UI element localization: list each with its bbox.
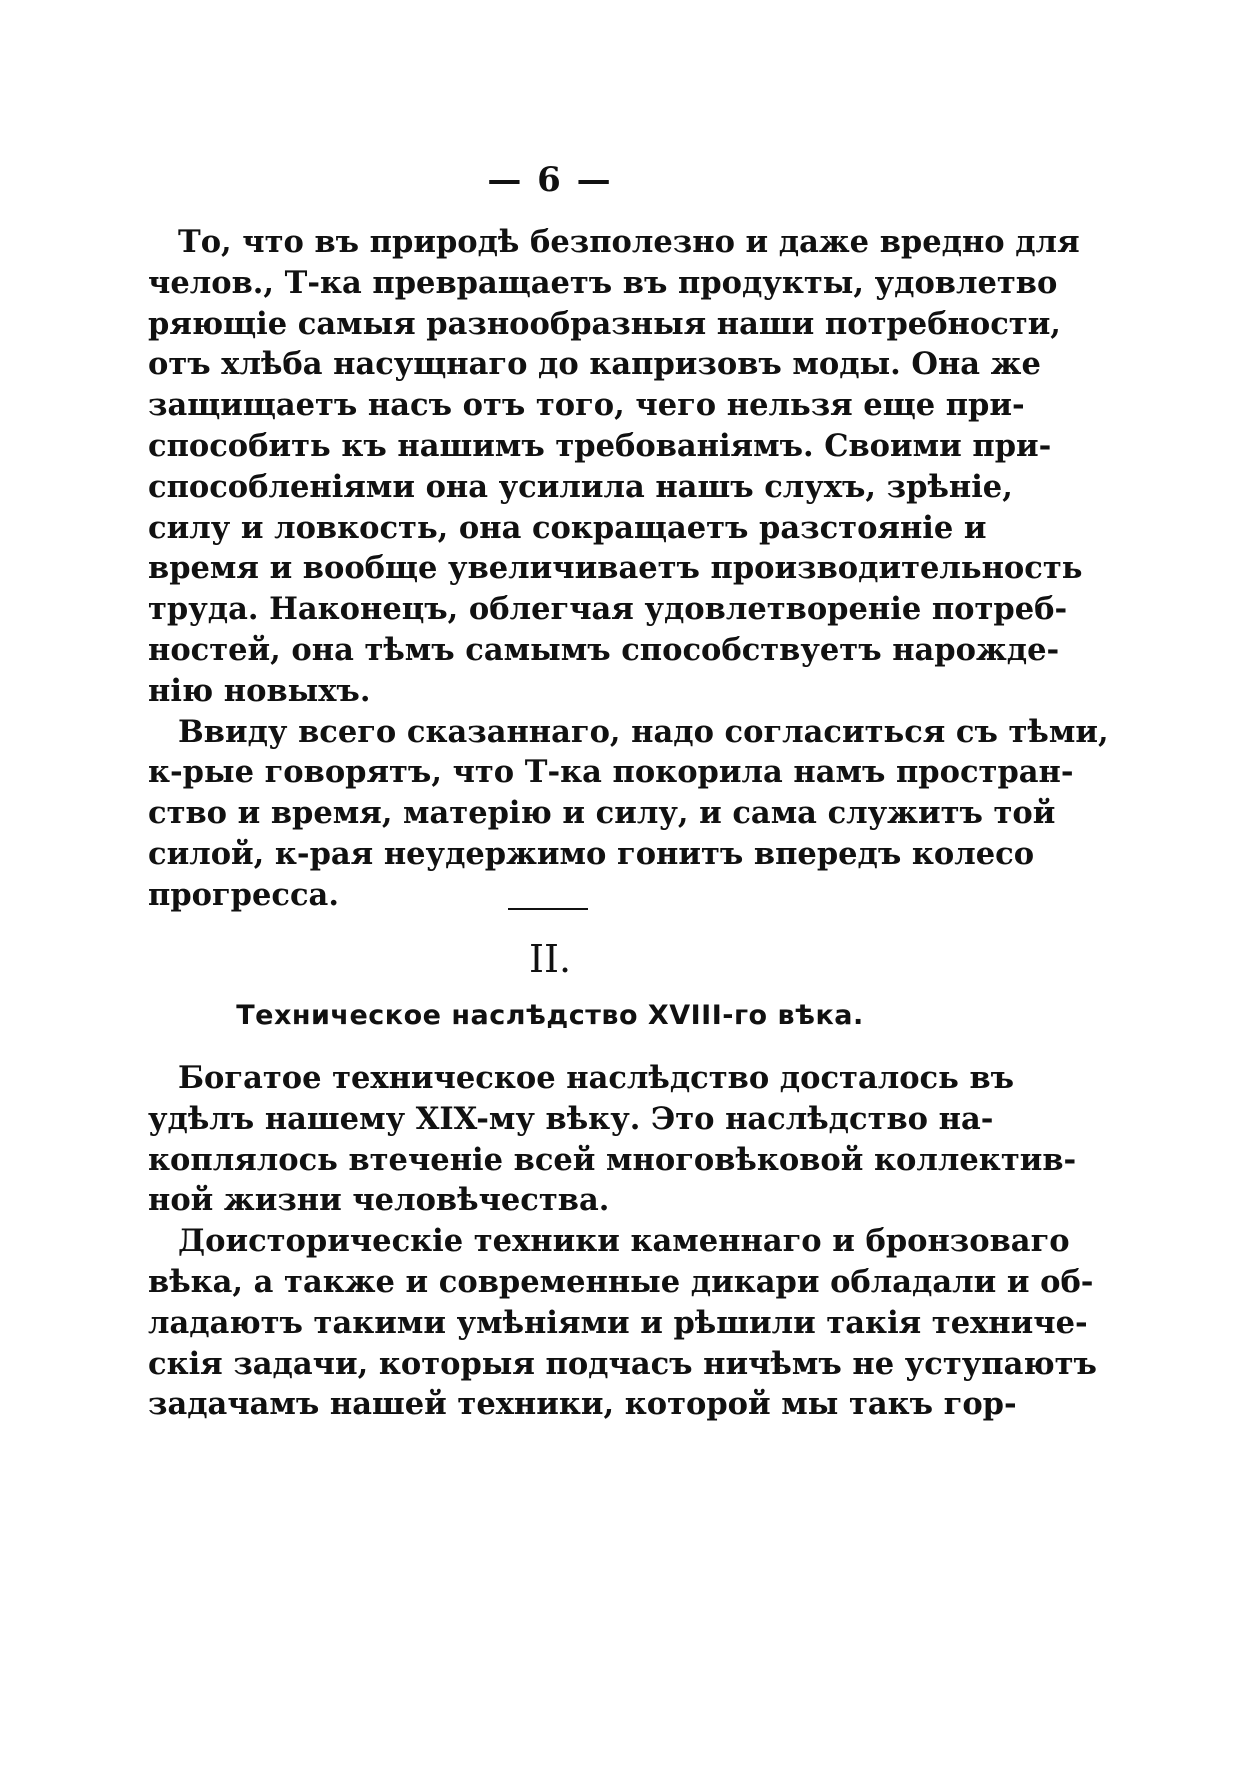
text-line: силой, к-рая неудержимо гонитъ впередъ колесо: [148, 835, 1035, 872]
section-title: Техническое наслѣдство XVIII-го вѣка.: [236, 1000, 864, 1031]
paragraph-4: [148, 1221, 1097, 1425]
text-line: задачамъ нашей техники, которой мы такъ гор-: [148, 1386, 1017, 1423]
text-line: челов., Т-ка превращаетъ въ продукты, удовлетво: [148, 264, 1058, 301]
section-divider: [508, 908, 588, 910]
text-line: способленіями она усилила нашъ слухъ, зрѣніе,: [148, 468, 1013, 505]
text-line: защищаетъ насъ отъ того, чего нельзя еще при-: [148, 387, 1025, 424]
text-line: ной жизни человѣчества.: [148, 1182, 610, 1219]
text-line: ряющіе самыя разнообразныя наши потребности,: [148, 305, 1061, 342]
paragraph-1: [148, 222, 1083, 712]
text-line: отъ хлѣба насущнаго до капризовъ моды. Она же: [148, 346, 1041, 383]
text-block-top: [148, 222, 1109, 916]
text-line: ладаютъ такими умѣніями и рѣшили такія техниче-: [148, 1304, 1088, 1341]
text-line: силу и ловкость, она сокращаетъ разстояніе и: [148, 509, 987, 546]
paragraph-2: [148, 712, 1109, 916]
text-line: ство и время, матерію и силу, и сама служитъ той: [148, 795, 1056, 832]
text-line: нію новыхъ.: [148, 672, 371, 709]
text-line: Ввиду всего сказаннаго, надо согласиться съ тѣми,: [178, 713, 1109, 750]
text-line: к-рые говорятъ, что Т-ка покорила намъ простран-: [148, 754, 1074, 791]
text-line: Богатое техническое наслѣдство досталось въ: [178, 1060, 1015, 1096]
page-number: — 6 —: [487, 160, 613, 200]
text-line: Доисторическіе техники каменнаго и бронзоваго: [178, 1223, 1070, 1260]
text-line: То, что въ природѣ безполезно и даже вредно для: [178, 224, 1080, 260]
text-line: способить къ нашимъ требованіямъ. Своими при-: [148, 427, 1052, 464]
paragraph-3: [148, 1058, 1077, 1221]
text-line: ностей, она тѣмъ самымъ способствуетъ нарожде-: [148, 631, 1060, 668]
text-line: вѣка, а также и современные дикари обладали и об-: [148, 1263, 1094, 1300]
section-number: II.: [528, 937, 572, 981]
text-line: прогресса.: [148, 876, 339, 913]
text-block-bottom: [148, 1058, 1097, 1425]
text-line: удѣлъ нашему XIX-му вѣку. Это наслѣдство на-: [148, 1100, 994, 1137]
text-line: время и вообще увеличиваетъ производительность: [148, 550, 1083, 587]
text-line: коплялось втеченіе всей многовѣковой коллектив-: [148, 1141, 1077, 1178]
text-line: скія задачи, которыя подчасъ ничѣмъ не уступаютъ: [148, 1345, 1097, 1382]
text-line: труда. Наконецъ, облегчая удовлетвореніе потреб-: [148, 591, 1068, 628]
